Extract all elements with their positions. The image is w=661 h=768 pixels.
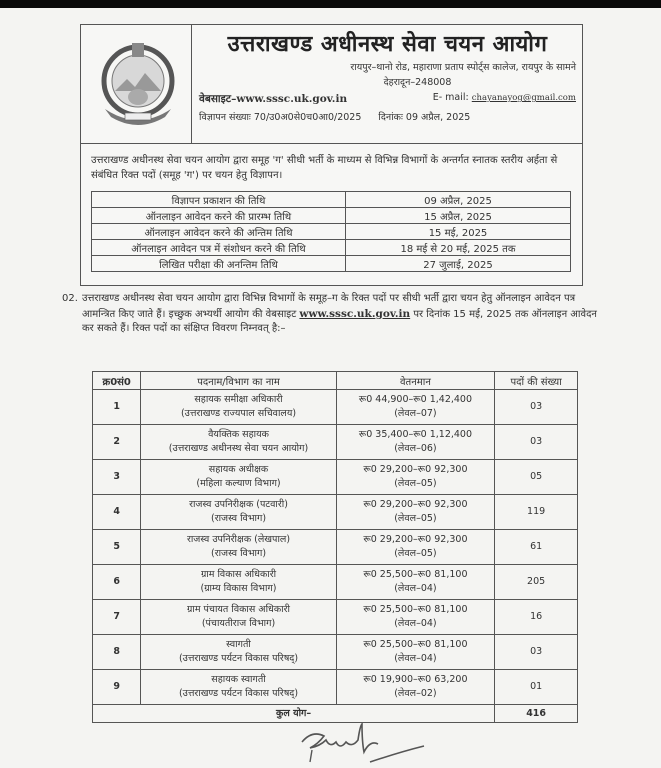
- post-name: ग्राम विकास अधिकारी: [200, 569, 277, 580]
- vacancy-row: [93, 425, 578, 460]
- pay-level: (लेवल–04): [394, 583, 437, 594]
- advertisement-number: विज्ञापन संख्याः 70/उ0अ0से0च0आ0/2025: [199, 112, 362, 123]
- date-value: 15 अप्रैल, 2025: [346, 208, 571, 224]
- pay-cell: [336, 390, 495, 425]
- advertisement-date: दिनांकः 09 अप्रैल, 2025: [378, 112, 471, 123]
- post-name: राजस्व उपनिरीक्षक (पटवारी): [189, 499, 288, 510]
- post-count: 03: [495, 635, 578, 670]
- department-name: (उत्तराखण्ड पर्यटन विकास परिषद्): [178, 688, 299, 699]
- pay-scale: रू0 25,500–रू0 81,100: [363, 639, 468, 650]
- department-name: (महिला कल्याण विभाग): [196, 478, 281, 489]
- vacancy-row: [93, 390, 578, 425]
- pay-scale: रू0 44,900–रू0 1,42,400: [358, 394, 473, 405]
- date-value: 18 मई से 20 मई, 2025 तक: [346, 240, 571, 256]
- date-row: [92, 224, 571, 240]
- pay-scale: रू0 35,400–रू0 1,12,400: [358, 429, 473, 440]
- letterhead-text: [199, 25, 576, 123]
- post-count: 03: [495, 425, 578, 460]
- email-label: E- mail:: [432, 92, 469, 103]
- post-count: 61: [495, 530, 578, 565]
- post-cell: [141, 635, 336, 670]
- date-row: [92, 192, 571, 208]
- notice-header-box: [80, 24, 583, 286]
- address: रायपुर–थानो रोड, महाराणा प्रताप स्पोर्ट्स कालेज, रायपुर के सामने: [350, 62, 576, 73]
- pay-level: (लेवल–04): [394, 653, 437, 664]
- header-post: पदनाम/विभाग का नाम: [141, 372, 336, 390]
- top-bar: [0, 0, 661, 8]
- pay-scale: रू0 29,200–रू0 92,300: [363, 464, 468, 475]
- post-count: 119: [495, 495, 578, 530]
- post-cell: [141, 530, 336, 565]
- pay-level: (लेवल–02): [394, 688, 437, 699]
- post-name: वैयक्तिक सहायक: [208, 429, 269, 440]
- vacancy-row: [93, 495, 578, 530]
- pay-level: (लेवल–05): [394, 513, 437, 524]
- vacancy-row: [93, 635, 578, 670]
- serial-number: 5: [93, 530, 141, 565]
- vacancy-row: [93, 600, 578, 635]
- post-name: सहायक समीक्षा अधिकारी: [194, 394, 283, 405]
- email-block: [433, 92, 576, 106]
- post-name: ग्राम पंचायत विकास अधिकारी: [187, 604, 290, 615]
- city-pincode: देहरादून–248008: [383, 77, 452, 88]
- pay-cell: [336, 635, 495, 670]
- date-value: 15 मई, 2025: [346, 224, 571, 240]
- post-cell: [141, 460, 336, 495]
- total-value: 416: [495, 705, 578, 723]
- department-name: (पंचायतीराज विभाग): [201, 618, 276, 629]
- date-row: [92, 240, 571, 256]
- vacancy-table: [92, 371, 578, 723]
- post-name: सहायक स्वागती: [211, 674, 266, 685]
- date-label: ऑनलाइन आवेदन पत्र में संशोधन करने की तिथि: [92, 240, 346, 256]
- date-label: लिखित परीक्षा की अनन्तिम तिथि: [92, 256, 346, 272]
- vacancy-row: [93, 460, 578, 495]
- commission-emblem-icon: [99, 39, 177, 127]
- date-label: विज्ञापन प्रकाशन की तिथि: [92, 192, 346, 208]
- date-label: ऑनलाइन आवेदन करने की प्रारम्भ तिथि: [92, 208, 346, 224]
- serial-number: 4: [93, 495, 141, 530]
- total-row: [93, 705, 578, 723]
- header-serial: क्र0सं0: [93, 372, 141, 390]
- logo-cell: [81, 25, 192, 143]
- pay-cell: [336, 460, 495, 495]
- advertisement-ref: [199, 110, 576, 123]
- date-row: [92, 256, 571, 272]
- date-label: ऑनलाइन आवेदन करने की अन्तिम तिथि: [92, 224, 346, 240]
- department-name: (उत्तराखण्ड पर्यटन विकास परिषद्): [178, 653, 299, 664]
- serial-number: 6: [93, 565, 141, 600]
- date-value: 09 अप्रैल, 2025: [346, 192, 571, 208]
- serial-number: 7: [93, 600, 141, 635]
- vacancy-row: [93, 670, 578, 705]
- post-count: 205: [495, 565, 578, 600]
- contact-row: [199, 92, 576, 106]
- post-name: सहायक अधीक्षक: [208, 464, 269, 475]
- serial-number: 3: [93, 460, 141, 495]
- pay-scale: रू0 25,500–रू0 81,100: [363, 604, 468, 615]
- post-count: 16: [495, 600, 578, 635]
- header-count: पदों की संख्या: [495, 372, 578, 390]
- pay-scale: रू0 25,500–रू0 81,100: [363, 569, 468, 580]
- header-pay: वेतनमान: [336, 372, 495, 390]
- paragraph-text-before: उत्तराखण्ड अधीनस्थ सेवा चयन आयोग द्वारा विभिन्न विभागों के समूह–ग के रिक्त पदों पर सीधी भर्ती द्वारा चयन हेतु ऑनलाइन आवेदन पत्र आमन्त्रित किए जाते हैं। इच्छुक अभ्यर्थी आयोग की वेबसाइट: [82, 293, 576, 320]
- paragraph-number: 02.: [62, 293, 78, 304]
- post-cell: [141, 390, 336, 425]
- post-cell: [141, 495, 336, 530]
- pay-level: (लेवल–05): [394, 548, 437, 559]
- department-name: (उत्तराखण्ड अधीनस्थ सेवा चयन आयोग): [168, 443, 309, 454]
- serial-number: 1: [93, 390, 141, 425]
- email-link[interactable]: chayanayog@gmail.com: [471, 93, 576, 103]
- paragraph-02: [62, 292, 602, 337]
- post-name: स्वागती: [226, 639, 251, 650]
- pay-cell: [336, 565, 495, 600]
- commission-title: उत्तराखण्ड अधीनस्थ सेवा चयन आयोग: [227, 32, 548, 57]
- total-label: कुल योग–: [93, 705, 495, 723]
- pay-cell: [336, 600, 495, 635]
- website[interactable]: वेबसाइट–www.sssc.uk.gov.in: [199, 93, 348, 105]
- serial-number: 8: [93, 635, 141, 670]
- department-name: (राजस्व विभाग): [210, 548, 267, 559]
- pay-cell: [336, 425, 495, 460]
- date-row: [92, 208, 571, 224]
- post-count: 05: [495, 460, 578, 495]
- website-link[interactable]: www.sssc.uk.gov.in: [299, 307, 411, 320]
- pay-level: (लेवल–04): [394, 618, 437, 629]
- pay-cell: [336, 495, 495, 530]
- serial-number: 9: [93, 670, 141, 705]
- pay-cell: [336, 670, 495, 705]
- letterhead: [81, 25, 582, 144]
- serial-number: 2: [93, 425, 141, 460]
- department-name: (उत्तराखण्ड राज्यपाल सचिवालय): [180, 408, 297, 419]
- signature-icon: [300, 722, 430, 768]
- post-cell: [141, 670, 336, 705]
- paragraph-text-after: पर दिनांक 15 मई, 2025 तक ऑनलाइन आवेदन कर सकते हैं। रिक्त पदों का संक्षिप्त विवरण निम्नवत् है:–: [82, 308, 597, 334]
- department-name: (राजस्व विभाग): [210, 513, 267, 524]
- pay-level: (लेवल–07): [394, 408, 437, 419]
- pay-level: (लेवल–05): [394, 478, 437, 489]
- pay-scale: रू0 29,200–रू0 92,300: [363, 534, 468, 545]
- pay-scale: रू0 19,900–रू0 63,200: [363, 674, 468, 685]
- pay-cell: [336, 530, 495, 565]
- post-cell: [141, 600, 336, 635]
- vacancy-row: [93, 565, 578, 600]
- department-name: (ग्राम्य विकास विभाग): [200, 583, 277, 594]
- post-count: 03: [495, 390, 578, 425]
- important-dates-table: [91, 191, 571, 272]
- vacancy-table-header: [93, 372, 578, 390]
- pay-scale: रू0 29,200–रू0 92,300: [363, 499, 468, 510]
- pay-level: (लेवल–06): [394, 443, 437, 454]
- post-cell: [141, 425, 336, 460]
- date-value: 27 जुलाई, 2025: [346, 256, 571, 272]
- intro-text: उत्तराखण्ड अधीनस्थ सेवा चयन आयोग द्वारा समूह 'ग' सीधी भर्ती के माध्यम से विभिन्न विभागों के अन्तर्गत स्नातक स्तरीय अर्हता से संबंधित रिक्त पदों (समूह 'ग') पर चयन हेतु विज्ञापन।: [91, 155, 558, 181]
- post-cell: [141, 565, 336, 600]
- post-name: राजस्व उपनिरीक्षक (लेखपाल): [186, 534, 291, 545]
- post-count: 01: [495, 670, 578, 705]
- vacancy-row: [93, 530, 578, 565]
